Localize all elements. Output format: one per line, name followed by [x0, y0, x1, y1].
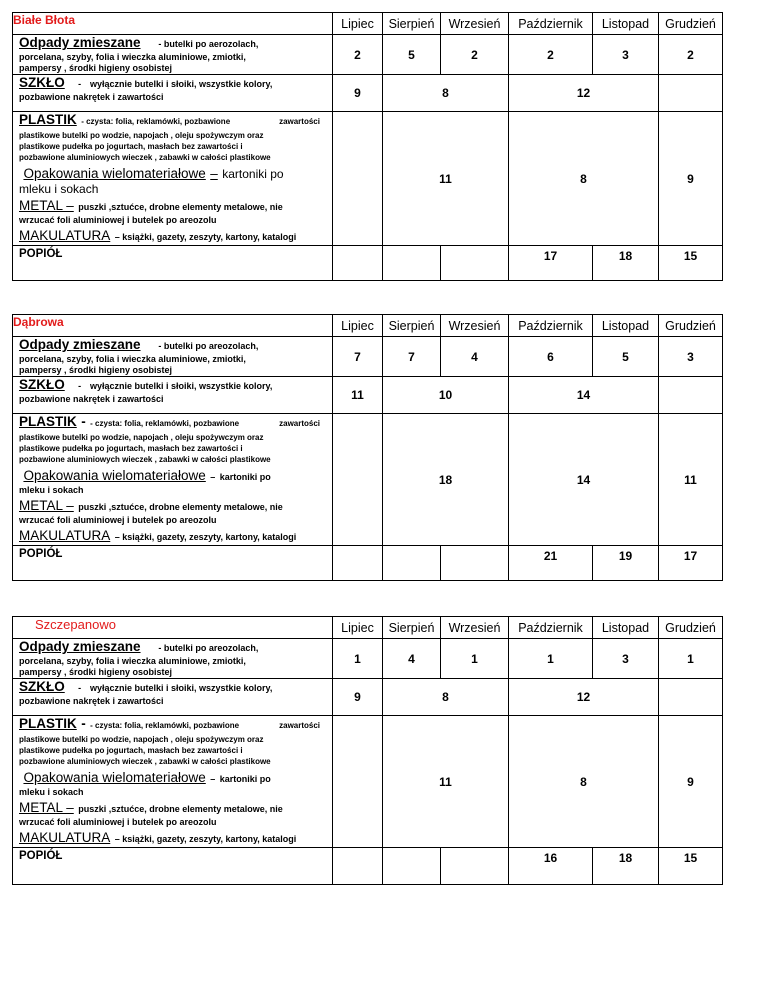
- category-title: SZKŁO: [19, 377, 65, 392]
- pickup-day: 2: [441, 35, 509, 75]
- pickup-day-empty: [659, 75, 723, 112]
- pickup-day: 4: [441, 337, 509, 377]
- category-desc: pozbawione aluminiowych wieczek , zabawki w całości plastikowe: [19, 153, 271, 162]
- month-header: Sierpień: [383, 617, 441, 639]
- category-desc: plastikowe pudełka po jogurtach, masłach bez zawartości i: [19, 142, 243, 151]
- category-desc: porcelana, szyby, folia i wieczka aluminiowe, zmiotki,: [19, 52, 246, 62]
- category-title: Opakowania wielomateriałowe: [23, 468, 206, 483]
- month-header: Grudzień: [659, 617, 723, 639]
- pickup-day: 21: [509, 546, 593, 581]
- month-header: Wrzesień: [441, 13, 509, 35]
- mixed-waste-row: [13, 639, 723, 679]
- plastic-metal-paper-row: [13, 112, 723, 246]
- pickup-day-empty: [383, 246, 441, 281]
- pickup-day: 15: [659, 848, 723, 885]
- pickup-day: 19: [593, 546, 659, 581]
- schedule-table-biale-blota: [12, 12, 723, 281]
- category-desc: porcelana, szyby, folia i wieczka aluminiowe, zmiotki,: [19, 656, 246, 666]
- category-desc: puszki ,sztućce, drobne elementy metalowe, nie: [78, 502, 283, 512]
- month-header: Sierpień: [383, 13, 441, 35]
- glass-label: [13, 377, 333, 414]
- header-row: [13, 13, 723, 35]
- mixed-waste-row: [13, 337, 723, 377]
- category-title: METAL –: [19, 498, 74, 513]
- pickup-day: 9: [333, 679, 383, 716]
- pickup-day-empty: [441, 246, 509, 281]
- category-title: Odpady zmieszane: [19, 35, 141, 50]
- month-header: Listopad: [593, 617, 659, 639]
- pickup-day: 18: [383, 414, 509, 546]
- category-desc: wrzucać foli aluminiowej i butelek po areozolu: [19, 215, 217, 225]
- pickup-day: 2: [509, 35, 593, 75]
- month-header: Listopad: [593, 315, 659, 337]
- ash-row: [13, 848, 723, 885]
- glass-row: [13, 679, 723, 716]
- pickup-day-empty: [441, 546, 509, 581]
- month-header: Październik: [509, 315, 593, 337]
- pickup-day-empty: [659, 679, 723, 716]
- category-desc: mleku i sokach: [19, 182, 99, 196]
- pickup-day: 7: [383, 337, 441, 377]
- category-dash: -: [81, 414, 86, 429]
- pickup-day-empty: [659, 377, 723, 414]
- pickup-day: 18: [593, 848, 659, 885]
- ash-label: POPIÓŁ: [13, 246, 333, 281]
- category-desc: – książki, gazety, zeszyty, kartony, katalogi: [114, 232, 297, 242]
- category-desc: pampersy , środki higieny osobistej: [19, 667, 173, 677]
- category-desc: - czysta: folia, reklamówki, pozbawione: [81, 117, 231, 126]
- glass-row: [13, 75, 723, 112]
- month-header: Grudzień: [659, 13, 723, 35]
- pickup-day: 11: [659, 414, 723, 546]
- category-desc: pozbawione aluminiowych wieczek , zabawki w całości plastikowe: [19, 455, 271, 464]
- category-title: METAL –: [19, 198, 74, 213]
- pickup-day: 14: [509, 414, 659, 546]
- pickup-day: 1: [659, 639, 723, 679]
- month-header: Październik: [509, 13, 593, 35]
- category-desc: - butelki po areozolach,: [158, 341, 259, 351]
- pickup-day: 5: [593, 337, 659, 377]
- month-header: Wrzesień: [441, 617, 509, 639]
- schedule-table-szczepanowo: [12, 616, 723, 885]
- plastic-metal-paper-row: [13, 414, 723, 546]
- category-desc: pozbawione nakrętek i zawartości: [19, 696, 164, 706]
- category-dash: -: [81, 716, 86, 731]
- month-header: Listopad: [593, 13, 659, 35]
- category-dash: -: [78, 79, 82, 89]
- pickup-day: 8: [383, 679, 509, 716]
- category-desc: wyłącznie butelki i słoiki, wszystkie kolory,: [89, 79, 273, 89]
- glass-label: [13, 679, 333, 716]
- category-title: SZKŁO: [19, 75, 65, 90]
- category-desc: - czysta: folia, reklamówki, pozbawione: [90, 419, 240, 428]
- pickup-day: 9: [659, 716, 723, 848]
- pickup-day: 9: [333, 75, 383, 112]
- schedule-table-dabrowa: [12, 314, 723, 581]
- pickup-day: 11: [333, 377, 383, 414]
- month-header: Październik: [509, 617, 593, 639]
- pickup-day-empty: [383, 848, 441, 885]
- ash-row: [13, 246, 723, 281]
- pickup-day: 1: [509, 639, 593, 679]
- pickup-day: 12: [509, 679, 659, 716]
- category-desc: wrzucać foli aluminiowej i butelek po areozolu: [19, 817, 217, 827]
- category-desc: puszki ,sztućce, drobne elementy metalowe, nie: [78, 202, 283, 212]
- pickup-day: 3: [593, 35, 659, 75]
- pickup-day-empty: [383, 546, 441, 581]
- category-desc: pozbawione nakrętek i zawartości: [19, 394, 164, 404]
- pickup-day: 1: [333, 639, 383, 679]
- pickup-day: 8: [383, 75, 509, 112]
- category-title: PLASTIK: [19, 716, 77, 731]
- category-desc: wyłącznie butelki i słoiki, wszystkie kolory,: [89, 683, 273, 693]
- pickup-day: 7: [333, 337, 383, 377]
- month-header: Lipiec: [333, 617, 383, 639]
- pickup-day: 2: [659, 35, 723, 75]
- category-dash: -: [78, 683, 82, 693]
- pickup-day: 1: [441, 639, 509, 679]
- plastic-metal-paper-label: [13, 716, 333, 848]
- category-desc: plastikowe pudełka po jogurtach, masłach bez zawartości i: [19, 444, 243, 453]
- category-desc: kartoniki po: [219, 774, 271, 784]
- category-title: MAKULATURA: [19, 528, 111, 543]
- pickup-day-empty: [333, 848, 383, 885]
- pickup-day: 9: [659, 112, 723, 246]
- glass-label: [13, 75, 333, 112]
- month-header: Grudzień: [659, 315, 723, 337]
- ash-label: POPIÓŁ: [13, 546, 333, 581]
- mixed-waste-label: [13, 337, 333, 377]
- pickup-day-empty: [441, 848, 509, 885]
- town-name: Białe Błota: [13, 13, 333, 35]
- month-header: Lipiec: [333, 315, 383, 337]
- category-desc: kartoniki po: [219, 472, 271, 482]
- category-desc: plastikowe pudełka po jogurtach, masłach bez zawartości i: [19, 746, 243, 755]
- category-desc: pampersy , środki higieny osobistej: [19, 365, 173, 375]
- pickup-day: 18: [593, 246, 659, 281]
- town-name: Szczepanowo: [13, 617, 333, 639]
- category-desc: wrzucać foli aluminiowej i butelek po areozolu: [19, 515, 217, 525]
- category-desc: - butelki po areozolach,: [158, 643, 259, 653]
- pickup-day: 10: [383, 377, 509, 414]
- pickup-day-empty: [333, 246, 383, 281]
- category-title: Opakowania wielomateriałowe: [23, 770, 206, 785]
- category-title: Odpady zmieszane: [19, 337, 141, 352]
- town-name: Dąbrowa: [13, 315, 333, 337]
- category-dash: -: [78, 381, 82, 391]
- category-desc: pampersy , środki higieny osobistej: [19, 63, 173, 73]
- category-desc: mleku i sokach: [19, 787, 84, 797]
- mixed-waste-label: [13, 35, 333, 75]
- header-row: [13, 315, 723, 337]
- mixed-waste-label: [13, 639, 333, 679]
- pickup-day: 5: [383, 35, 441, 75]
- pickup-day: 2: [333, 35, 383, 75]
- pickup-day: 17: [659, 546, 723, 581]
- pickup-day-empty: [333, 112, 383, 246]
- category-desc: plastikowe butelki po wodzie, napojach , oleju spożywczym oraz: [19, 131, 264, 140]
- category-title: PLASTIK: [19, 112, 77, 127]
- category-title: MAKULATURA: [19, 830, 111, 845]
- pickup-day: 12: [509, 75, 659, 112]
- month-header: Lipiec: [333, 13, 383, 35]
- pickup-day: 6: [509, 337, 593, 377]
- category-title: MAKULATURA: [19, 228, 111, 243]
- category-title: Opakowania wielomateriałowe: [23, 166, 206, 181]
- category-desc: plastikowe butelki po wodzie, napojach , oleju spożywczym oraz: [19, 735, 264, 744]
- category-desc: wyłącznie butelki i słoiki, wszystkie kolory,: [89, 381, 273, 391]
- category-desc: pozbawione aluminiowych wieczek , zabawki w całości plastikowe: [19, 757, 271, 766]
- category-dash: –: [210, 774, 216, 784]
- category-desc: zawartości: [279, 721, 321, 730]
- header-row: [13, 617, 723, 639]
- pickup-day: 11: [383, 716, 509, 848]
- category-title: Odpady zmieszane: [19, 639, 141, 654]
- glass-row: [13, 377, 723, 414]
- category-desc: – książki, gazety, zeszyty, kartony, katalogi: [114, 532, 297, 542]
- pickup-day: 3: [659, 337, 723, 377]
- ash-row: [13, 546, 723, 581]
- category-title: SZKŁO: [19, 679, 65, 694]
- pickup-day: 8: [509, 112, 659, 246]
- pickup-day: 16: [509, 848, 593, 885]
- category-dash: –: [210, 166, 218, 181]
- month-header: Wrzesień: [441, 315, 509, 337]
- pickup-day: 17: [509, 246, 593, 281]
- category-dash: –: [210, 472, 216, 482]
- pickup-day: 4: [383, 639, 441, 679]
- category-desc: puszki ,sztućce, drobne elementy metalowe, nie: [78, 804, 283, 814]
- category-desc: zawartości: [279, 419, 321, 428]
- plastic-metal-paper-row: [13, 716, 723, 848]
- category-desc: – książki, gazety, zeszyty, kartony, katalogi: [114, 834, 297, 844]
- category-desc: zawartości: [279, 117, 320, 126]
- category-title: METAL –: [19, 800, 74, 815]
- plastic-metal-paper-label: [13, 112, 333, 246]
- pickup-day-empty: [333, 546, 383, 581]
- pickup-day: 14: [509, 377, 659, 414]
- pickup-day-empty: [333, 414, 383, 546]
- ash-label: POPIÓŁ: [13, 848, 333, 885]
- plastic-metal-paper-label: [13, 414, 333, 546]
- pickup-day: 11: [383, 112, 509, 246]
- pickup-day-empty: [333, 716, 383, 848]
- pickup-day: 8: [509, 716, 659, 848]
- category-desc: porcelana, szyby, folia i wieczka aluminiowe, zmiotki,: [19, 354, 246, 364]
- mixed-waste-row: [13, 35, 723, 75]
- category-desc: mleku i sokach: [19, 485, 84, 495]
- pickup-day: 15: [659, 246, 723, 281]
- category-desc: pozbawione nakrętek i zawartości: [19, 92, 164, 102]
- category-desc: - czysta: folia, reklamówki, pozbawione: [90, 721, 240, 730]
- category-desc: plastikowe butelki po wodzie, napojach , oleju spożywczym oraz: [19, 433, 264, 442]
- month-header: Sierpień: [383, 315, 441, 337]
- category-desc: kartoniki po: [222, 167, 284, 181]
- category-title: PLASTIK: [19, 414, 77, 429]
- pickup-day: 3: [593, 639, 659, 679]
- category-desc: - butelki po aerozolach,: [158, 39, 259, 49]
